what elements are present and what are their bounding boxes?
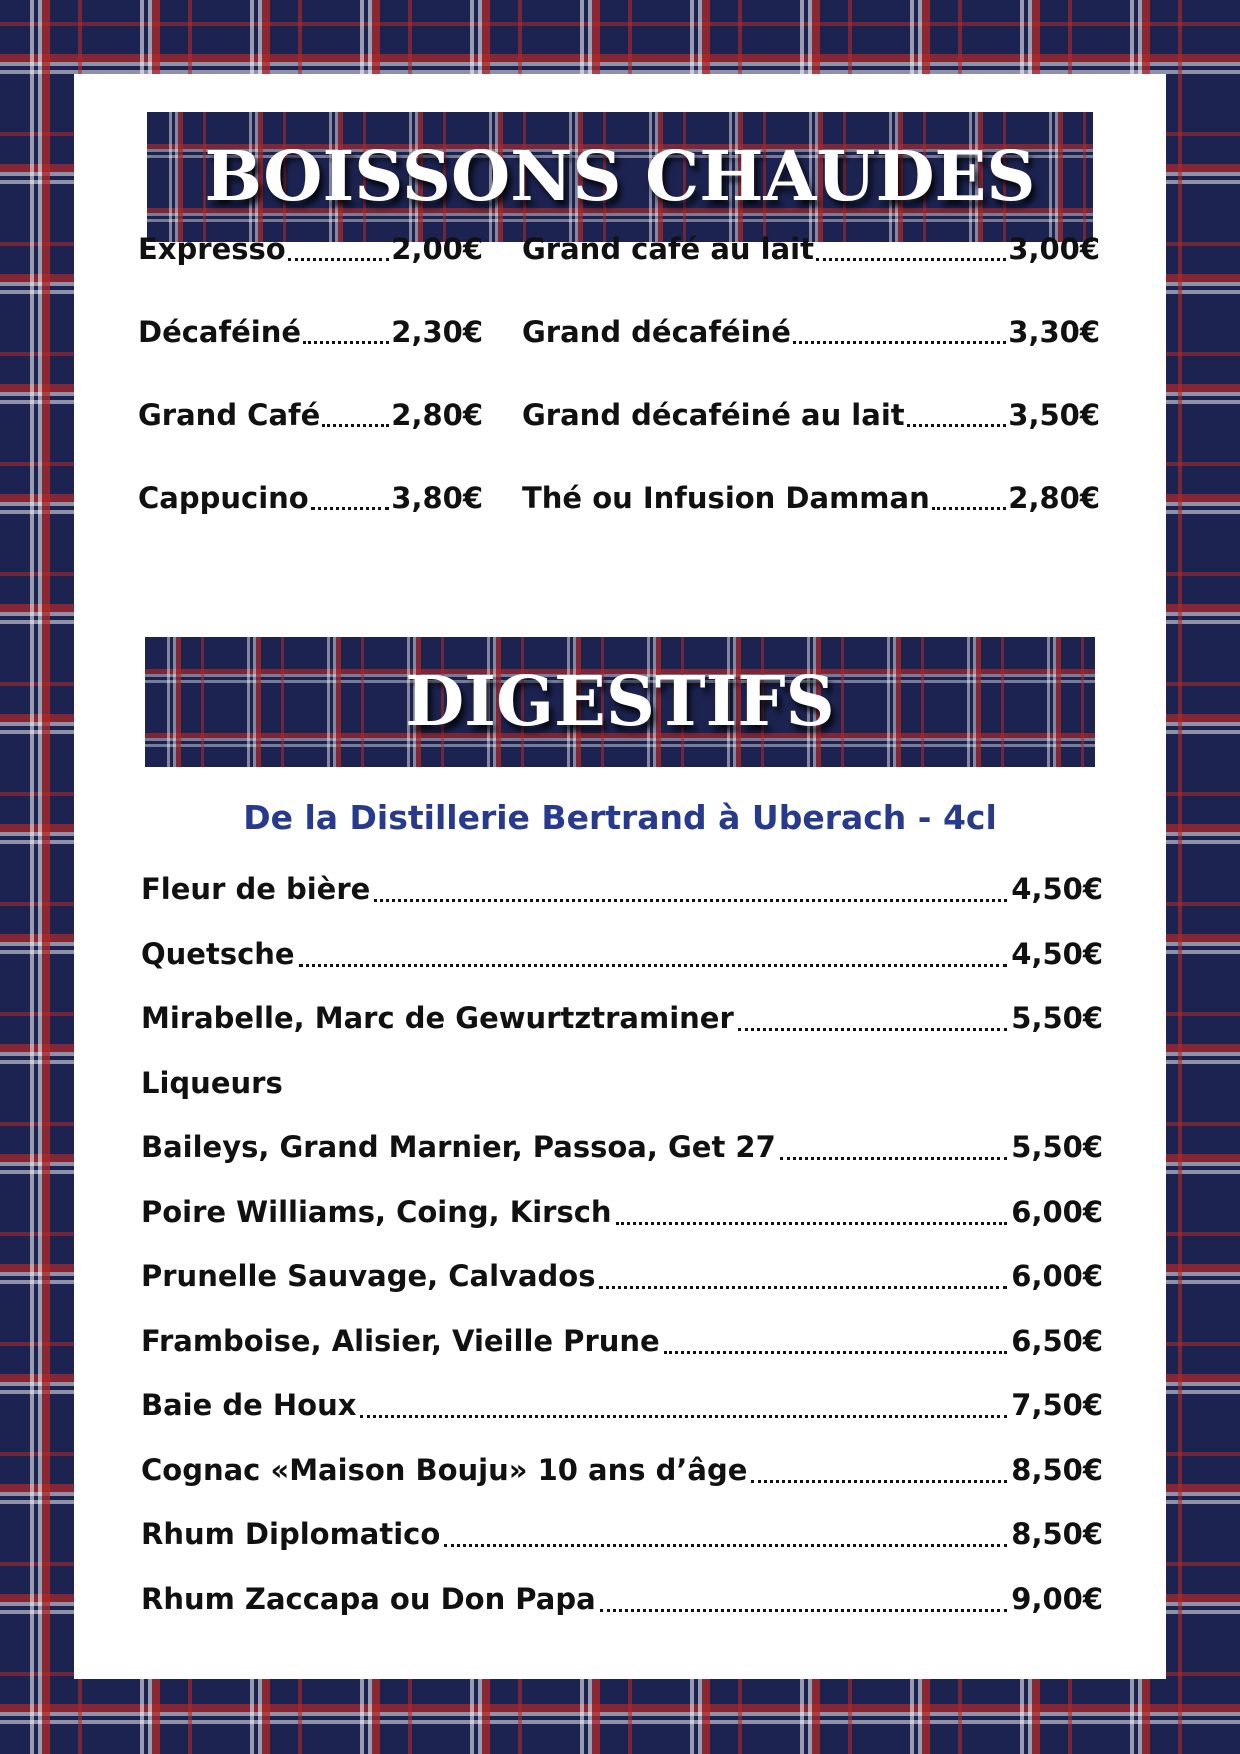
hot-drinks-right-column	[522, 232, 1100, 564]
menu-item	[138, 232, 483, 315]
item-label: Poire Williams, Coing, Kirsch	[141, 1194, 612, 1229]
menu-item	[138, 481, 483, 564]
item-price: 2,80€	[391, 398, 483, 432]
item-label: Thé ou Infusion Damman	[522, 481, 930, 515]
dot-leader	[322, 398, 389, 427]
item-label: Décaféiné	[138, 315, 302, 349]
dot-leader	[600, 1582, 1008, 1612]
item-label: Cognac «Maison Bouju» 10 ans d’âge	[141, 1452, 748, 1487]
item-label: Rhum Zaccapa ou Don Papa	[141, 1581, 596, 1616]
item-label: Mirabelle, Marc de Gewurtztraminer	[141, 1001, 734, 1035]
menu-item	[141, 1582, 1103, 1647]
menu-item	[522, 232, 1100, 315]
item-price: 6,00€	[1011, 1194, 1103, 1229]
menu-item	[141, 1453, 1103, 1518]
hot-drinks-banner	[147, 112, 1093, 242]
item-label: Baie de Houx	[141, 1388, 357, 1422]
dot-leader	[616, 1195, 1008, 1225]
item-price: 9,00€	[1011, 1581, 1103, 1616]
item-label: Cappucino	[138, 481, 309, 515]
digestifs-title: DIGESTIFS	[405, 662, 835, 742]
menu-item	[138, 315, 483, 398]
menu-card	[74, 74, 1166, 1679]
digestifs-banner	[145, 637, 1095, 767]
item-label: Grand Café	[138, 398, 321, 432]
item-label: Expresso	[138, 232, 286, 266]
dot-leader	[599, 1259, 1007, 1289]
dot-leader	[780, 1130, 1007, 1160]
item-label: Prunelle Sauvage, Calvados	[141, 1259, 596, 1293]
dot-leader	[311, 481, 390, 510]
item-price: 4,50€	[1011, 872, 1103, 906]
item-price: 6,00€	[1011, 1259, 1103, 1293]
menu-item	[141, 1130, 1103, 1195]
dot-leader	[444, 1517, 1007, 1547]
hot-drinks-title: BOISSONS CHAUDES	[204, 137, 1036, 217]
hot-drinks-left-column	[138, 232, 483, 564]
item-price: 7,50€	[1011, 1388, 1103, 1422]
category-heading	[141, 1066, 1103, 1131]
item-price: 6,50€	[1011, 1323, 1103, 1358]
dot-leader	[664, 1324, 1008, 1354]
item-label: Grand décaféiné au lait	[522, 398, 905, 432]
item-price: 3,30€	[1008, 315, 1100, 349]
menu-item	[141, 1324, 1103, 1389]
item-price: 2,00€	[391, 232, 483, 266]
dot-leader	[816, 232, 1006, 261]
item-price: 8,50€	[1011, 1517, 1103, 1551]
item-price: 2,30€	[391, 315, 483, 349]
menu-item	[141, 1517, 1103, 1582]
dot-leader	[303, 315, 389, 344]
item-price: 3,00€	[1008, 232, 1100, 266]
menu-item	[522, 315, 1100, 398]
item-price: 5,50€	[1011, 1001, 1103, 1035]
item-label: Rhum Diplomatico	[141, 1517, 441, 1551]
menu-item	[141, 872, 1103, 937]
menu-item	[141, 937, 1103, 1002]
dot-leader	[907, 398, 1007, 427]
menu-item	[141, 1001, 1103, 1066]
dot-leader	[288, 232, 390, 261]
item-price: 3,80€	[391, 481, 483, 515]
category-label: Liqueurs	[141, 1065, 283, 1100]
dot-leader	[299, 937, 1008, 967]
menu-item	[138, 398, 483, 481]
dot-leader	[793, 315, 1006, 344]
dot-leader	[751, 1453, 1007, 1483]
item-label: Fleur de bière	[141, 872, 371, 906]
digestifs-list	[141, 872, 1103, 1646]
item-price: 3,50€	[1008, 398, 1100, 432]
item-label: Framboise, Alisier, Vieille Prune	[141, 1323, 660, 1358]
dot-leader	[360, 1388, 1007, 1418]
digestifs-subtitle: De la Distillerie Bertrand à Uberach - 4cl	[243, 798, 997, 837]
dot-leader	[374, 872, 1007, 902]
item-price: 5,50€	[1011, 1130, 1103, 1164]
item-label: Grand café au lait	[522, 232, 814, 266]
menu-item	[141, 1388, 1103, 1453]
dot-leader	[738, 1001, 1008, 1031]
menu-item	[141, 1195, 1103, 1260]
item-price: 8,50€	[1011, 1452, 1103, 1487]
item-label: Grand décaféiné	[522, 315, 791, 349]
item-label: Quetsche	[141, 936, 295, 971]
item-price: 2,80€	[1008, 481, 1100, 515]
menu-item	[522, 398, 1100, 481]
item-label: Baileys, Grand Marnier, Passoa, Get 27	[141, 1130, 776, 1164]
item-price: 4,50€	[1011, 936, 1103, 971]
menu-item	[141, 1259, 1103, 1324]
dot-leader	[932, 481, 1007, 510]
menu-item	[522, 481, 1100, 564]
